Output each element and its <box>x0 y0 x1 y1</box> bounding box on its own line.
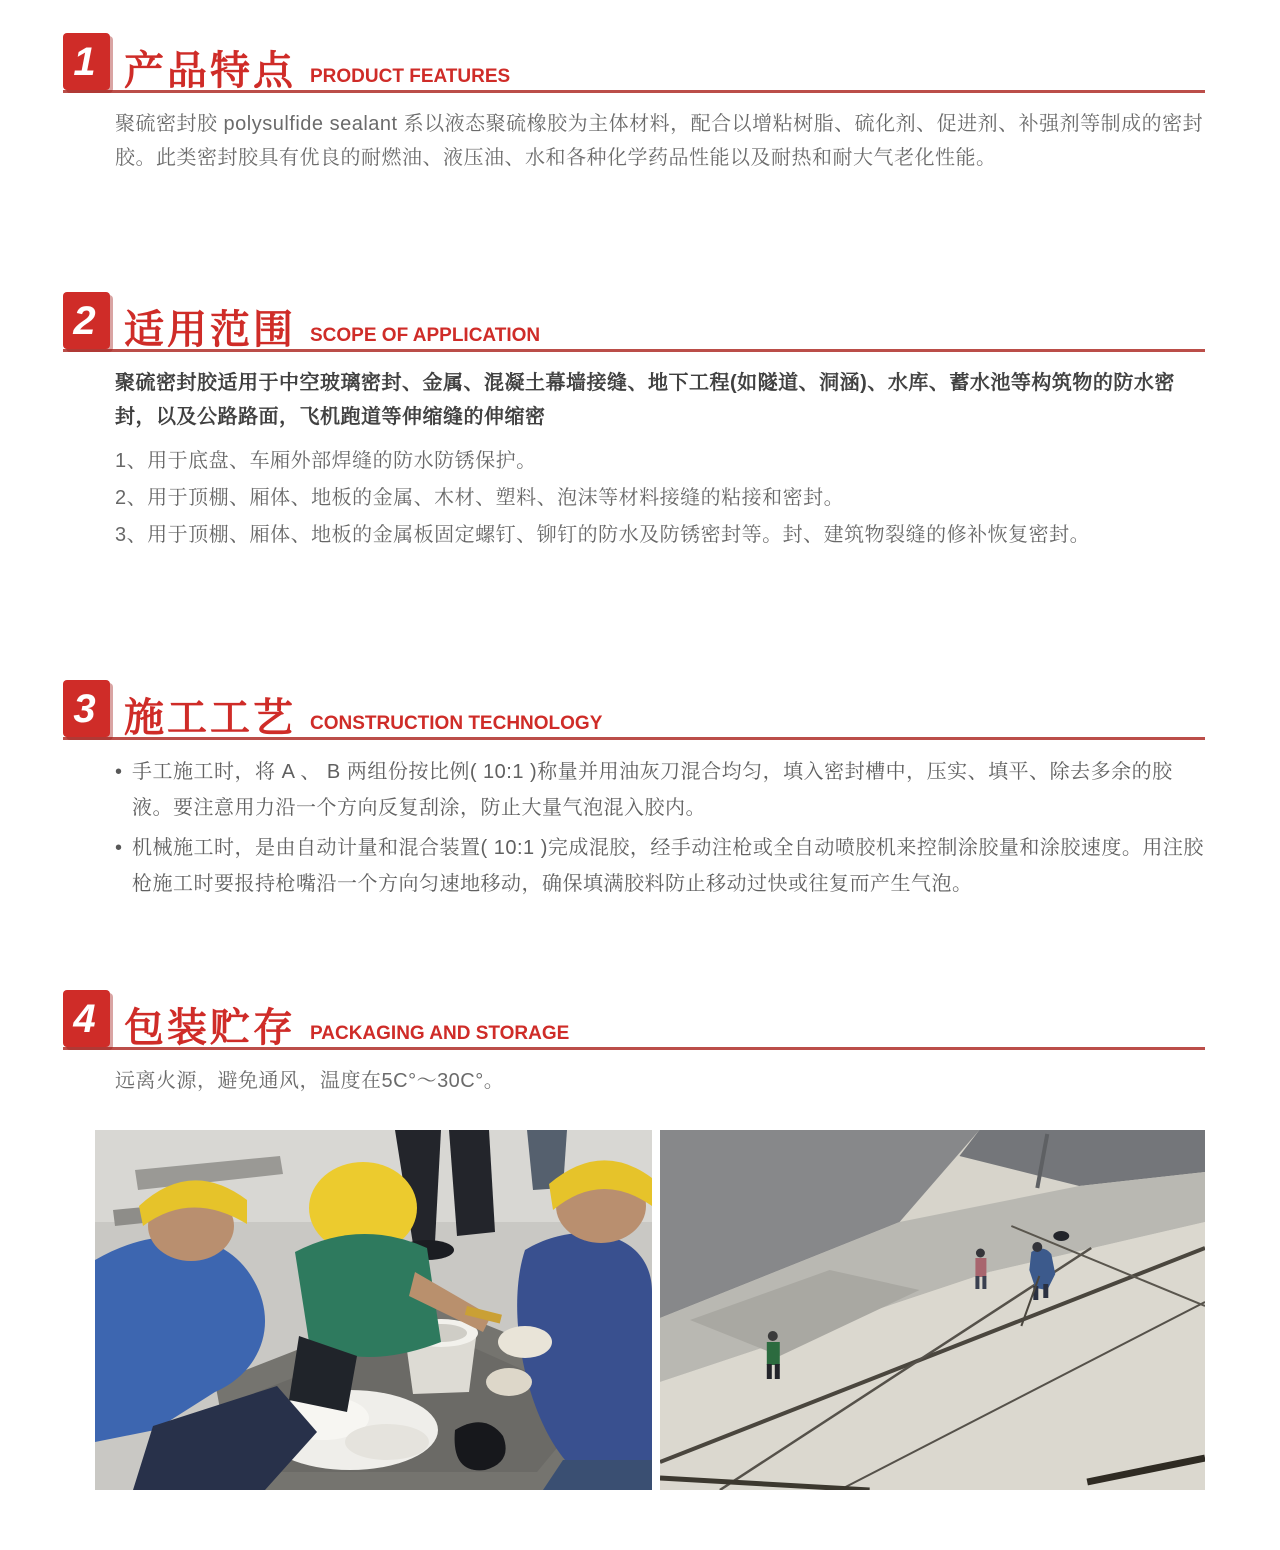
workers-applying-sealant-illustration <box>95 1130 652 1490</box>
bullet-item <box>115 754 1205 826</box>
section-title-en: PACKAGING AND STORAGE <box>310 1023 570 1044</box>
scope-lead-paragraph: 聚硫密封胶适用于中空玻璃密封、金属、混凝土幕墙接缝、地下工程(如隧道、洞涵)、水库、蓄水池等构筑物的防水密封，以及公路路面，飞机跑道等伸缩缝的伸缩密 <box>115 372 1175 428</box>
section-title-zh: 适用范围 <box>124 308 296 352</box>
bullet-dot-icon: • <box>115 837 123 859</box>
section-2-header <box>63 292 1205 352</box>
tool-bag-dot <box>1053 1231 1069 1241</box>
bullet-item <box>115 830 1205 902</box>
storage-paragraph: 远离火源，避免通风，温度在5C°～30C°。 <box>115 1070 505 1092</box>
section-number-badge: 2 <box>63 292 110 349</box>
section-construction-technology <box>63 680 1205 902</box>
section-number-badge: 1 <box>63 33 110 90</box>
section-1-header <box>63 33 1205 93</box>
section-title-zh: 产品特点 <box>124 49 296 93</box>
section-number-badge: 4 <box>63 990 110 1047</box>
dam-slope-joint-sealing-photo <box>660 1130 1205 1490</box>
dam-slope-illustration <box>660 1130 1205 1490</box>
bullet-text: 机械施工时，是由自动计量和混合装置( 10:1 )完成混胶，经手动注枪或全自动喷胶机来控制涂胶量和涂胶速度。用注胶枪施工时要报持枪嘴沿一个方向匀速地移动，确保填满胶料防止移动过快或往复而产生气泡。 <box>132 837 1204 895</box>
section-scope-of-application <box>63 292 1205 550</box>
section-4-header <box>63 990 1205 1050</box>
workers-applying-sealant-photo <box>95 1130 652 1490</box>
section-title-en: CONSTRUCTION TECHNOLOGY <box>310 713 603 734</box>
product-features-paragraph: 聚硫密封胶 polysulfide sealant 系以液态聚硫橡胶为主体材料，配合以增粘树脂、硫化剂、促进剂、补强剂等制成的密封胶。此类密封胶具有优良的耐燃油、液压油、水和各种化学药品性能以及耐热和耐大气老化性能。 <box>115 113 1204 169</box>
product-sheet-page <box>0 33 1280 1550</box>
section-title-zh: 施工工艺 <box>124 696 296 740</box>
photo-row <box>95 1130 1205 1490</box>
construction-bullet-list <box>115 754 1205 902</box>
section-packaging-and-storage <box>63 990 1205 1098</box>
section-3-header <box>63 680 1205 740</box>
scope-numbered-list <box>115 446 1205 550</box>
section-title-en: SCOPE OF APPLICATION <box>310 325 541 346</box>
section-title-zh: 包装贮存 <box>124 1006 296 1050</box>
bullet-dot-icon: • <box>115 761 123 783</box>
section-title-en: PRODUCT FEATURES <box>310 66 511 87</box>
list-item: 2、用于顶棚、厢体、地板的金属、木材、塑料、泡沫等材料接缝的粘接和密封。 <box>115 487 845 509</box>
list-item: 3、用于顶棚、厢体、地板的金属板固定螺钉、铆钉的防水及防锈密封等。封、建筑物裂缝的修补恢复密封。 <box>115 524 1091 546</box>
bullet-text: 手工施工时，将 A 、 B 两组份按比例( 10:1 )称量并用油灰刀混合均匀，填入密封槽中，压实、填平、除去多余的胶液。要注意用力沿一个方向反复刮涂，防止大量气泡混入胶内。 <box>132 761 1173 819</box>
section-product-features <box>63 33 1205 175</box>
list-item: 1、用于底盘、车厢外部焊缝的防水防锈保护。 <box>115 450 537 472</box>
section-number-badge: 3 <box>63 680 110 737</box>
